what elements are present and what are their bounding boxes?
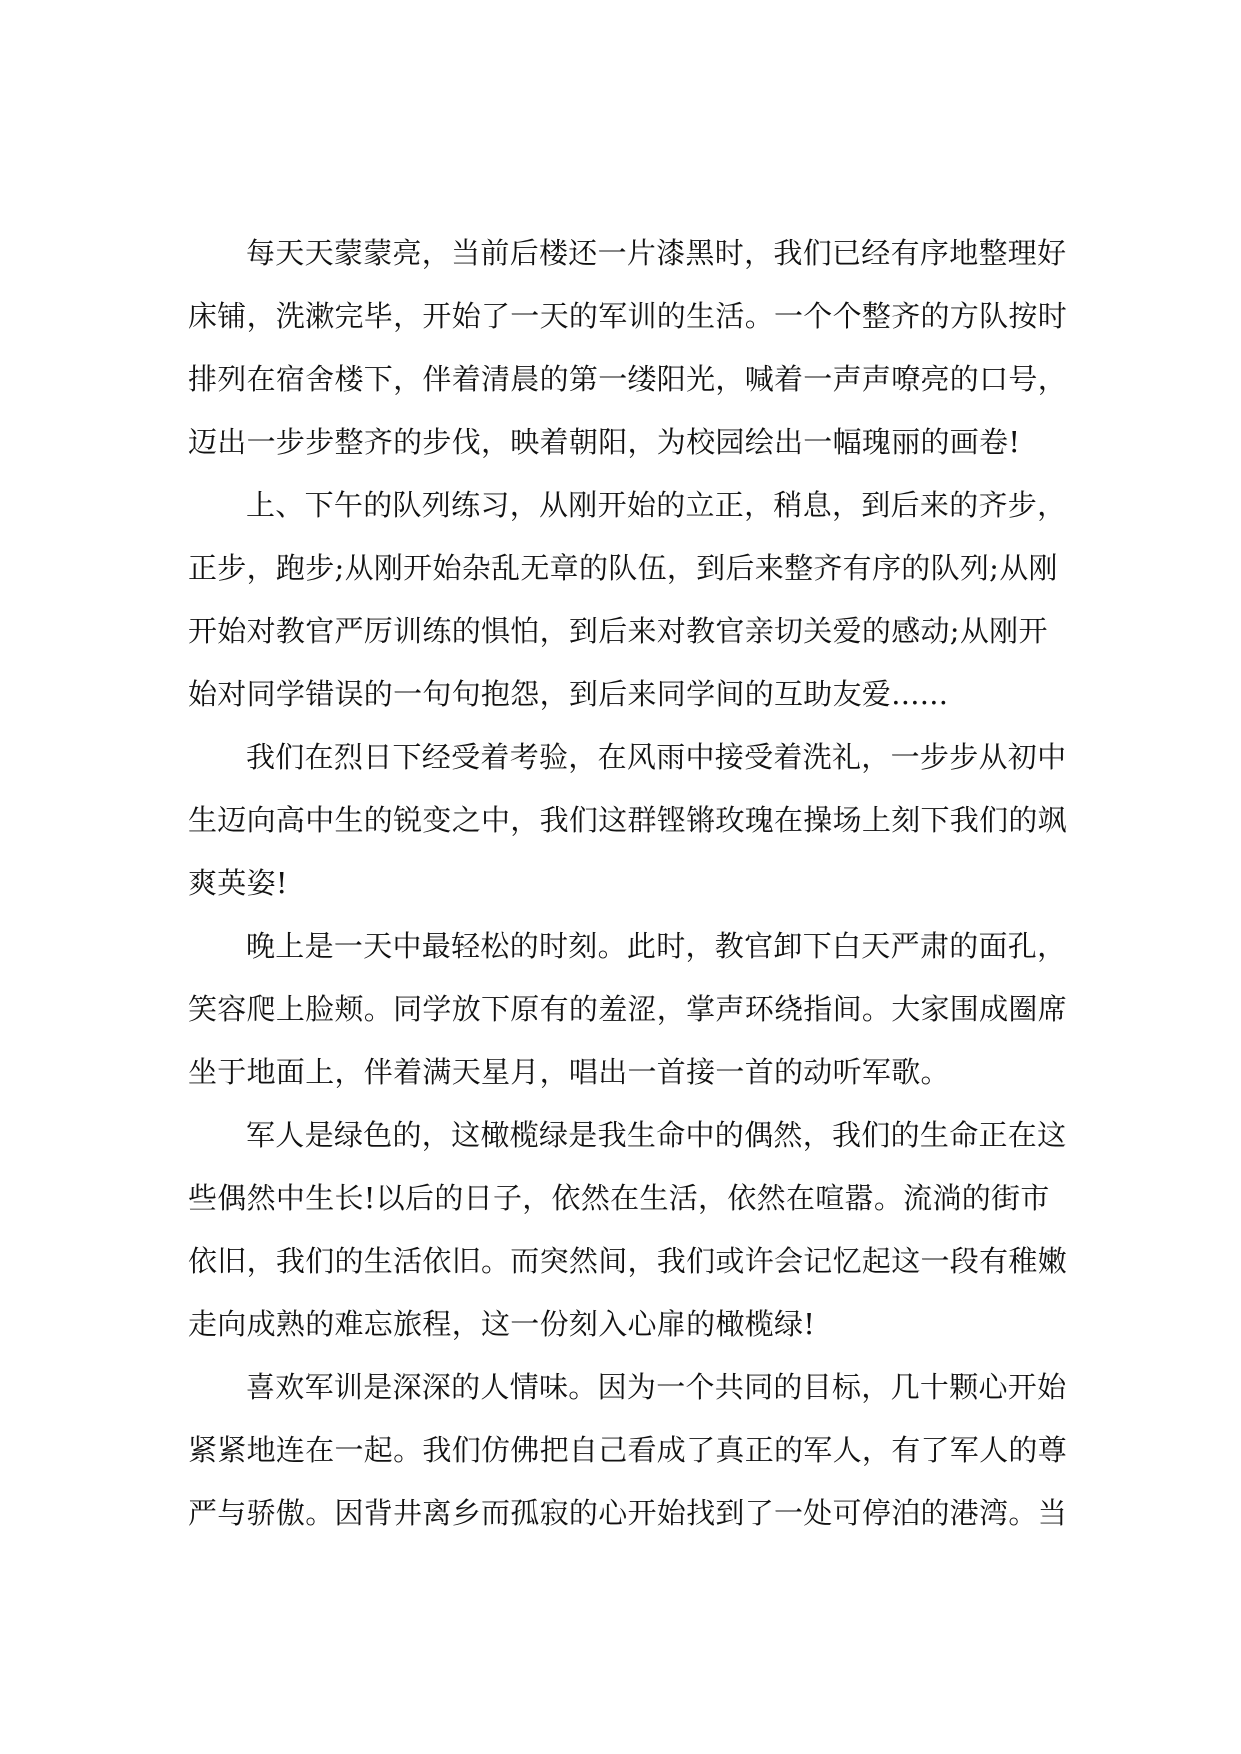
text-line: 走向成熟的难忘旅程，这一份刻入心扉的橄榄绿! [188, 1307, 816, 1341]
text-line: 坐于地面上，伴着满天星月，唱出一首接一首的动听军歌。 [188, 1055, 950, 1089]
text-line: 开始对教官严厉训练的惧怕，到后来对教官亲切关爱的感动;从刚开 [188, 614, 1048, 648]
text-line: 紧紧地连在一起。我们仿佛把自己看成了真正的军人，有了军人的尊 [188, 1433, 1068, 1467]
text-line: 迈出一步步整齐的步伐，映着朝阳，为校园绘出一幅瑰丽的画卷! [188, 425, 1021, 459]
text-line: 我们在烈日下经受着考验，在风雨中接受着洗礼，一步步从初中 [246, 740, 1067, 774]
text-line: 排列在宿舍楼下，伴着清晨的第一缕阳光，喊着一声声嘹亮的口号， [188, 362, 1068, 396]
text-line: 喜欢军训是深深的人情味。因为一个共同的目标，几十颗心开始 [246, 1370, 1067, 1404]
text-line: 笑容爬上脸颊。同学放下原有的羞涩，掌声环绕指间。大家围成圈席 [188, 992, 1068, 1026]
text-line: 严与骄傲。因背井离乡而孤寂的心开始找到了一处可停泊的港湾。当 [188, 1496, 1068, 1530]
paragraph [188, 474, 1068, 726]
text-line: 正步，跑步;从刚开始杂乱无章的队伍，到后来整齐有序的队列;从刚 [188, 551, 1058, 585]
text-line: 生迈向高中生的锐变之中，我们这群铿锵玫瑰在操场上刻下我们的飒 [188, 803, 1068, 837]
text-line: 晚上是一天中最轻松的时刻。此时，教官卸下白天严肃的面孔， [246, 929, 1067, 963]
text-line: 床铺，洗漱完毕，开始了一天的军训的生活。一个个整齐的方队按时 [188, 299, 1068, 333]
text-line: 每天天蒙蒙亮，当前后楼还一片漆黑时，我们已经有序地整理好 [246, 236, 1067, 270]
text-line: 些偶然中生长!以后的日子，依然在生活，依然在喧嚣。流淌的街市 [188, 1181, 1050, 1215]
document-body [188, 222, 1068, 1545]
text-line: 依旧，我们的生活依旧。而突然间，我们或许会记忆起这一段有稚嫩 [188, 1244, 1068, 1278]
text-line: 军人是绿色的，这橄榄绿是我生命中的偶然，我们的生命正在这 [246, 1118, 1067, 1152]
paragraph [188, 1104, 1068, 1356]
paragraph [188, 1356, 1068, 1545]
paragraph [188, 726, 1068, 915]
paragraph [188, 222, 1068, 474]
text-line: 爽英姿! [188, 866, 288, 900]
paragraph [188, 915, 1068, 1104]
text-line: 上、下午的队列练习，从刚开始的立正，稍息，到后来的齐步， [246, 488, 1067, 522]
text-line: 始对同学错误的一句句抱怨，到后来同学间的互助友爱...... [188, 677, 949, 711]
